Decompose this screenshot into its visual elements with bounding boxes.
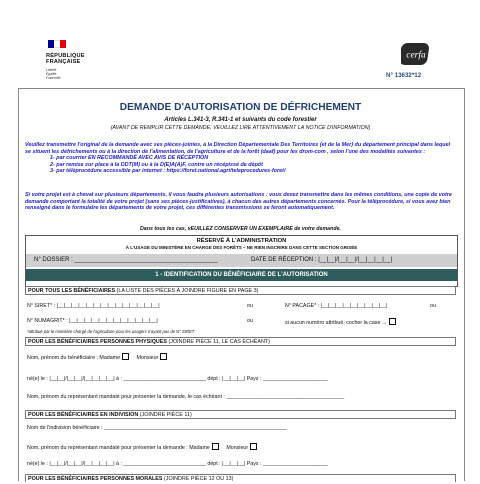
physiques-heading-note: (JOINDRE PIÈCE 11, LE CAS ÉCHÉANT) (167, 339, 270, 345)
monsieur-label: Monsieur (136, 355, 159, 361)
instructions-block (25, 142, 457, 175)
physiques-heading-label: POUR LES BÉNÉFICIAIRES PERSONNES PHYSIQUES (28, 339, 167, 345)
keep-copy-note: Dans tous les cas, vEUILLEZ CONSERVER UN EXEMPLAIRE de votre demande. (139, 226, 342, 232)
physique-name-label: Nom, prénom du bénéficiaire : Madame (27, 355, 121, 361)
dossier-number-field: N° DOSSIER : ___________________________________________ (34, 257, 218, 263)
instructions-multi-dept: Si votre projet est à cheval sur plusieurs départements, il vous faudra plusieurs autorisations : vous devez transmettre dans les mêmes conditions, une copie de votre demande comportant la totalité de votre projet (sans ses pièces-justificatives), à chacun des autres départements concernés. Pour la téléprocédure, si vous avez bien renseigné dans le formulaire les départements de votre projet, ces différentes transmissions se feront automatiquement. (25, 192, 452, 212)
motto-liberte: Liberté (46, 67, 57, 72)
indivision-madame-checkbox[interactable] (212, 443, 219, 450)
no-number-checkbox[interactable] (389, 318, 396, 325)
francaise-text: FRANÇAISE (46, 59, 81, 66)
indivision-mandate-label: Nom, prénom du représentant mandaté pour présenter la demande : Madame (27, 445, 210, 451)
tous-heading (25, 286, 456, 295)
or-label-3: ou (247, 318, 253, 324)
flag-red (60, 40, 66, 48)
indivision-heading-note: (JOINDRE PIÈCE 11) (138, 412, 192, 418)
no-number-label: si aucun numéro attribué, cocher la case → (285, 320, 388, 326)
republique-text: RÉPUBLIQUE (46, 53, 85, 59)
physiques-heading (25, 337, 456, 346)
physique-mandate-field[interactable]: Nom, prénom du représentant mandaté pour présenter la demande, le cas échéant : ________________________________________ (27, 394, 345, 400)
admin-subheading: À L'USAGE DU MINISTÈRE EN CHARGE DES FORÊTS – NE RIEN INSCRIRE DANS CETTE SECTION GRISÉE (125, 245, 358, 250)
tous-heading-note: (LA LISTE DES PIÈCES À JOINDRE FIGURE EN PAGE 3) (115, 288, 259, 294)
admin-section (25, 235, 458, 287)
reception-date-field: DATE DE RÉCEPTION : |__|__|/|__|__|/|__|__|__|__| (251, 257, 393, 263)
no-number-row (285, 318, 396, 326)
numagrit-field[interactable]: N° NUMAGRIT* : |__|__|__|__|__|__|__|__|__|__|__|__| (27, 318, 158, 324)
indivision-birth-field[interactable]: né(e) le : |__|__|/|__|__|/|__|__|__|__| à : ____________________________ dépt : |__|__|__| Pays : ______________________ (27, 461, 328, 467)
physique-name-row (27, 353, 167, 361)
morales-heading-label: POUR LES BÉNÉFICIAIRES PERSONNES MORALES (28, 476, 163, 482)
or-label-1: ou (247, 303, 253, 309)
physique-birth-field[interactable]: né(e) le : |__|__|/|__|__|/|__|__|__|__| à : ____________________________ dépt : |__|__|__| Pays : ______________________ (27, 376, 328, 382)
monsieur-checkbox[interactable] (160, 353, 167, 360)
indivision-mandate-row (27, 443, 257, 451)
indivision-monsieur-label: Monsieur (226, 445, 249, 451)
cerfa-number: N° 13632*12 (386, 72, 422, 79)
motto-egalite: Égalité (46, 71, 57, 76)
articles-reference: Articles L.341-3, R.341-1 et suivants du code forestier (164, 117, 317, 123)
marianne-logo (46, 40, 106, 80)
indivision-heading-label: POUR LES BÉNÉFICIAIRES EN INDIVISION (28, 412, 139, 418)
instructions-option-1: 1- par courrier EN RECOMMANDÉ AVEC AVIS DE RÉCEPTION (50, 155, 209, 162)
siret-field[interactable]: N° SIRET* : |__|__|__|__|__|__|__|__|__|__|__|__|__|__| (27, 303, 160, 309)
indivision-name-field[interactable]: Nom de l'indivision bénéficiaire : ______________________________________________________________ (27, 425, 287, 431)
instructions-option-2: 2- par remise sur place à la DDT(M) ou à la D(E)A(A)F, contre un récépissé de dépôt (50, 161, 263, 168)
or-label-2: ou (430, 303, 436, 309)
motto-fraternite: Fraternité (46, 75, 61, 80)
section-1-title: 1 - IDENTIFICATION DU BÉNÉFICIAIRE DE L'AUTORISATION (26, 269, 457, 281)
indivision-monsieur-checkbox[interactable] (250, 443, 257, 450)
admin-heading: RÉSERVÉ À L'ADMINISTRATION (196, 238, 287, 244)
morales-heading (25, 474, 456, 482)
read-notice-warning: (AVANT DE REMPLIR CETTE DEMANDE, VEUILLEZ LIRE ATTENTIVEMENT LA NOTICE D'INFORMATION) (110, 125, 371, 131)
cerfa-logo-text: cerfa (406, 50, 426, 61)
madame-checkbox[interactable] (122, 353, 129, 360)
tous-heading-label: POUR TOUS LES BÉNÉFICIAIRES (28, 288, 116, 294)
morales-heading-note: (JOINDRE PIÈCE 12 OU 13) (162, 476, 234, 482)
cerfa-logo-icon (401, 41, 431, 67)
page-title: DEMANDE D'AUTORISATION DE DÉFRICHEMENT (119, 102, 362, 113)
pacage-field[interactable]: N° PACAGE* : |__|__|__|__|__|__|__|__|__| (285, 303, 388, 309)
tricolor-flag-icon (48, 40, 66, 48)
instructions-option-3: 3- par téléprocédure accessible par internet : https://foret.national.agri/teleprocedures-foret/ (50, 168, 286, 175)
siret-footnote: *attribué par le ministère chargé de l'agriculture pour les usagers n'ayant pas de N° SIRET (27, 329, 195, 334)
indivision-heading (25, 410, 456, 419)
instructions-transmit: Veuillez transmettre l'original de la demande avec ses pièces-jointes, à la Direction Départementale Des Territoires (et de la Mer) du département principal dans lequel se situent les défrichements ou à la direction de l'alimentation, de l'agriculture et de la forêt (daaf) pour les drom-com , selon l'une des modalités suivantes : (25, 142, 451, 155)
